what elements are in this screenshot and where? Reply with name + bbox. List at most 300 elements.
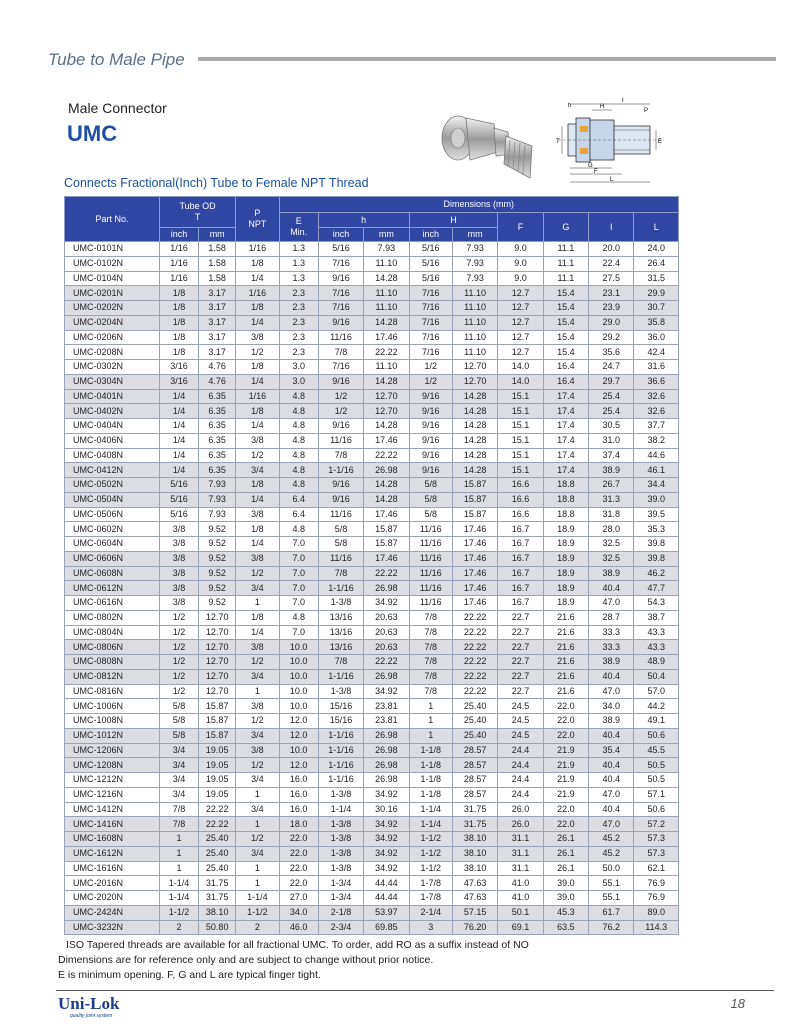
- cell-part-no: UMC-1612N: [65, 846, 160, 861]
- cell-e-min: 16.0: [279, 773, 318, 788]
- cell-part-no: UMC-0802N: [65, 610, 160, 625]
- cell-tube-mm: 9.52: [199, 596, 236, 611]
- cell-e-min: 4.8: [279, 448, 318, 463]
- cell-i: 47.0: [589, 684, 634, 699]
- cell-tube-inch: 1/2: [159, 684, 198, 699]
- cell-tube-mm: 4.76: [199, 360, 236, 375]
- cell-e-min: 7.0: [279, 581, 318, 596]
- cell-p-npt: 1/8: [236, 522, 279, 537]
- cell-part-no: UMC-0408N: [65, 448, 160, 463]
- cell-tube-inch: 3/4: [159, 743, 198, 758]
- cell-h-small-inch: 1-3/8: [318, 596, 363, 611]
- header-g: G: [543, 213, 588, 242]
- cell-h-big-mm: 14.28: [452, 463, 497, 478]
- cell-g: 21.6: [543, 625, 588, 640]
- cell-tube-inch: 3/8: [159, 581, 198, 596]
- cell-l: 57.1: [634, 787, 679, 802]
- cell-p-npt: 1/2: [236, 714, 279, 729]
- cell-p-npt: 3/4: [236, 846, 279, 861]
- cell-tube-mm: 1.58: [199, 271, 236, 286]
- cell-part-no: UMC-0604N: [65, 537, 160, 552]
- diagram-label-t: T: [556, 139, 560, 145]
- cell-i: 61.7: [589, 905, 634, 920]
- cell-l: 50.5: [634, 773, 679, 788]
- cell-h-small-inch: 2-3/4: [318, 920, 363, 935]
- cell-g: 11.1: [543, 256, 588, 271]
- cell-p-npt: 1/4: [236, 419, 279, 434]
- cell-h-small-inch: 1/2: [318, 389, 363, 404]
- cell-h-small-mm: 22.22: [364, 345, 409, 360]
- cell-p-npt: 3/8: [236, 640, 279, 655]
- cell-p-npt: 3/4: [236, 802, 279, 817]
- cell-h-small-mm: 14.28: [364, 315, 409, 330]
- cell-h-small-mm: 20.63: [364, 625, 409, 640]
- cell-h-small-inch: 1-1/16: [318, 463, 363, 478]
- cell-part-no: UMC-0401N: [65, 389, 160, 404]
- cell-l: 36.6: [634, 374, 679, 389]
- table-row: [65, 596, 679, 611]
- cell-p-npt: 1/8: [236, 256, 279, 271]
- cell-part-no: UMC-0502N: [65, 478, 160, 493]
- cell-h-small-mm: 11.10: [364, 256, 409, 271]
- cell-h-small-inch: 1-3/8: [318, 861, 363, 876]
- cell-h-small-mm: 7.93: [364, 242, 409, 257]
- cell-l: 89.0: [634, 905, 679, 920]
- cell-tube-inch: 1-1/4: [159, 891, 198, 906]
- cell-i: 45.2: [589, 832, 634, 847]
- cell-i: 25.4: [589, 389, 634, 404]
- cell-e-min: 7.0: [279, 625, 318, 640]
- cell-h-small-mm: 14.28: [364, 419, 409, 434]
- cell-part-no: UMC-3232N: [65, 920, 160, 935]
- table-row: [65, 419, 679, 434]
- cell-h-big-inch: 7/8: [409, 610, 452, 625]
- cell-p-npt: 3/4: [236, 669, 279, 684]
- cell-h-big-inch: 1: [409, 699, 452, 714]
- note-reference: Dimensions are for reference only and are subject to change without prior notice.: [58, 954, 434, 966]
- cell-p-npt: 1/8: [236, 360, 279, 375]
- cell-g: 17.4: [543, 389, 588, 404]
- cell-h-big-inch: 11/16: [409, 522, 452, 537]
- cell-g: 22.0: [543, 817, 588, 832]
- cell-h-big-inch: 5/16: [409, 242, 452, 257]
- cell-e-min: 10.0: [279, 655, 318, 670]
- cell-l: 36.0: [634, 330, 679, 345]
- cell-h-big-inch: 1-7/8: [409, 876, 452, 891]
- cell-h-big-inch: 1-1/8: [409, 758, 452, 773]
- cell-h-big-mm: 14.28: [452, 404, 497, 419]
- cell-g: 21.6: [543, 655, 588, 670]
- cell-h-small-mm: 11.10: [364, 360, 409, 375]
- cell-tube-mm: 31.75: [199, 876, 236, 891]
- cell-h-big-inch: 5/8: [409, 507, 452, 522]
- cell-p-npt: 3/8: [236, 551, 279, 566]
- header-tube-od: [159, 197, 235, 228]
- cell-g: 11.1: [543, 271, 588, 286]
- cell-l: 57.3: [634, 846, 679, 861]
- cell-f: 24.4: [498, 758, 543, 773]
- cell-f: 24.4: [498, 743, 543, 758]
- cell-l: 54.3: [634, 596, 679, 611]
- cell-tube-inch: 1/8: [159, 301, 198, 316]
- cell-f: 16.7: [498, 596, 543, 611]
- cell-h-small-inch: 1-3/8: [318, 846, 363, 861]
- cell-h-small-inch: 1-1/16: [318, 728, 363, 743]
- cell-tube-mm: 3.17: [199, 330, 236, 345]
- cell-i: 38.9: [589, 714, 634, 729]
- cell-i: 28.7: [589, 610, 634, 625]
- cell-h-small-mm: 14.28: [364, 271, 409, 286]
- cell-g: 17.4: [543, 419, 588, 434]
- cell-tube-mm: 7.93: [199, 478, 236, 493]
- cell-tube-inch: 1/2: [159, 655, 198, 670]
- table-row: [65, 271, 679, 286]
- cell-part-no: UMC-1216N: [65, 787, 160, 802]
- table-row: [65, 345, 679, 360]
- cell-h-big-inch: 11/16: [409, 596, 452, 611]
- product-name: Male Connector: [68, 100, 167, 116]
- cell-h-small-inch: 13/16: [318, 640, 363, 655]
- cell-i: 40.4: [589, 802, 634, 817]
- cell-i: 50.0: [589, 861, 634, 876]
- table-row: [65, 891, 679, 906]
- cell-h-small-inch: 9/16: [318, 419, 363, 434]
- cell-g: 63.5: [543, 920, 588, 935]
- cell-i: 29.2: [589, 330, 634, 345]
- cell-h-small-mm: 26.98: [364, 669, 409, 684]
- cell-e-min: 4.8: [279, 404, 318, 419]
- cell-p-npt: 3/4: [236, 773, 279, 788]
- cell-tube-mm: 12.70: [199, 684, 236, 699]
- cell-l: 114.3: [634, 920, 679, 935]
- cell-f: 12.7: [498, 286, 543, 301]
- table-row: [65, 433, 679, 448]
- cell-f: 24.4: [498, 773, 543, 788]
- header-p-npt: [236, 197, 279, 242]
- cell-e-min: 27.0: [279, 891, 318, 906]
- cell-e-min: 4.8: [279, 610, 318, 625]
- cell-tube-mm: 9.52: [199, 566, 236, 581]
- cell-g: 15.4: [543, 315, 588, 330]
- cell-g: 15.4: [543, 301, 588, 316]
- cell-h-big-mm: 28.57: [452, 743, 497, 758]
- cell-h-big-mm: 14.28: [452, 433, 497, 448]
- table-row: [65, 832, 679, 847]
- cell-g: 15.4: [543, 330, 588, 345]
- cell-tube-inch: 5/16: [159, 492, 198, 507]
- cell-g: 21.9: [543, 758, 588, 773]
- cell-e-min: 7.0: [279, 551, 318, 566]
- diagram-label-i: I: [622, 98, 624, 104]
- cell-h-small-mm: 12.70: [364, 404, 409, 419]
- cell-part-no: UMC-1008N: [65, 714, 160, 729]
- cell-p-npt: 3/8: [236, 743, 279, 758]
- cell-f: 15.1: [498, 463, 543, 478]
- cell-l: 37.7: [634, 419, 679, 434]
- cell-h-big-mm: 14.28: [452, 448, 497, 463]
- cell-part-no: UMC-0412N: [65, 463, 160, 478]
- cell-tube-inch: 3/4: [159, 787, 198, 802]
- cell-tube-inch: 7/8: [159, 817, 198, 832]
- cell-h-big-mm: 22.22: [452, 610, 497, 625]
- cell-l: 50.6: [634, 728, 679, 743]
- header-dimensions: Dimensions (mm): [279, 197, 678, 213]
- cell-i: 35.6: [589, 345, 634, 360]
- cell-g: 18.9: [543, 537, 588, 552]
- cell-p-npt: 1/4: [236, 271, 279, 286]
- cell-tube-mm: 6.35: [199, 404, 236, 419]
- cell-part-no: UMC-0304N: [65, 374, 160, 389]
- cell-tube-inch: 1/4: [159, 463, 198, 478]
- cell-g: 21.6: [543, 684, 588, 699]
- cell-e-min: 22.0: [279, 832, 318, 847]
- cell-f: 16.6: [498, 478, 543, 493]
- cell-p-npt: 1-1/2: [236, 905, 279, 920]
- table-row: [65, 581, 679, 596]
- footer-rule: [56, 990, 774, 991]
- cell-part-no: UMC-0504N: [65, 492, 160, 507]
- cell-p-npt: 1/4: [236, 492, 279, 507]
- cell-e-min: 4.8: [279, 522, 318, 537]
- cell-p-npt: 3/8: [236, 699, 279, 714]
- cell-f: 15.1: [498, 404, 543, 419]
- cell-h-small-inch: 9/16: [318, 315, 363, 330]
- cell-h-small-mm: 44.44: [364, 876, 409, 891]
- cell-l: 32.6: [634, 404, 679, 419]
- cell-l: 46.1: [634, 463, 679, 478]
- table-row: [65, 625, 679, 640]
- cell-f: 16.7: [498, 551, 543, 566]
- cell-h-big-mm: 22.22: [452, 684, 497, 699]
- cell-h-small-inch: 7/8: [318, 448, 363, 463]
- table-body: [65, 242, 679, 935]
- cell-f: 12.7: [498, 345, 543, 360]
- cell-tube-inch: 1/4: [159, 448, 198, 463]
- cell-l: 76.9: [634, 891, 679, 906]
- cell-g: 18.8: [543, 507, 588, 522]
- cell-e-min: 18.0: [279, 817, 318, 832]
- cell-l: 62.1: [634, 861, 679, 876]
- cell-part-no: UMC-0101N: [65, 242, 160, 257]
- cell-g: 21.6: [543, 669, 588, 684]
- cell-i: 33.3: [589, 640, 634, 655]
- cell-p-npt: 1/4: [236, 625, 279, 640]
- cell-tube-mm: 9.52: [199, 551, 236, 566]
- cell-i: 35.4: [589, 743, 634, 758]
- cell-part-no: UMC-0208N: [65, 345, 160, 360]
- cell-tube-mm: 4.76: [199, 374, 236, 389]
- cell-part-no: UMC-1208N: [65, 758, 160, 773]
- cell-l: 44.2: [634, 699, 679, 714]
- cell-e-min: 4.8: [279, 419, 318, 434]
- cell-tube-inch: 2: [159, 920, 198, 935]
- cell-g: 18.8: [543, 492, 588, 507]
- cell-l: 35.3: [634, 522, 679, 537]
- cell-f: 22.7: [498, 669, 543, 684]
- cell-l: 24.0: [634, 242, 679, 257]
- cell-g: 18.9: [543, 596, 588, 611]
- cell-tube-inch: 1: [159, 861, 198, 876]
- cell-i: 38.9: [589, 655, 634, 670]
- cell-h-small-mm: 15.87: [364, 522, 409, 537]
- fitting-photo: [436, 108, 538, 186]
- table-row: [65, 669, 679, 684]
- cell-h-big-inch: 9/16: [409, 404, 452, 419]
- cell-tube-mm: 22.22: [199, 802, 236, 817]
- cell-h-small-mm: 26.98: [364, 581, 409, 596]
- cell-h-small-inch: 11/16: [318, 330, 363, 345]
- cell-tube-mm: 15.87: [199, 714, 236, 729]
- cell-h-big-inch: 3: [409, 920, 452, 935]
- cell-tube-inch: 5/16: [159, 478, 198, 493]
- cell-p-npt: 1: [236, 817, 279, 832]
- cell-g: 21.9: [543, 787, 588, 802]
- cell-h-small-inch: 1-1/4: [318, 802, 363, 817]
- cell-g: 16.4: [543, 360, 588, 375]
- cell-i: 31.0: [589, 433, 634, 448]
- cell-tube-mm: 15.87: [199, 728, 236, 743]
- cell-p-npt: 1: [236, 876, 279, 891]
- cell-e-min: 10.0: [279, 669, 318, 684]
- cell-part-no: UMC-1416N: [65, 817, 160, 832]
- cell-h-big-inch: 11/16: [409, 581, 452, 596]
- cell-h-big-inch: 1: [409, 728, 452, 743]
- header-e-min: Min.: [290, 227, 308, 237]
- cell-h-small-mm: 14.28: [364, 478, 409, 493]
- cell-e-min: 1.3: [279, 242, 318, 257]
- cell-h-big-inch: 9/16: [409, 389, 452, 404]
- header-tube-mm: mm: [199, 228, 236, 242]
- cell-h-big-mm: 28.57: [452, 787, 497, 802]
- cell-l: 29.9: [634, 286, 679, 301]
- cell-l: 50.4: [634, 669, 679, 684]
- cell-p-npt: 1/4: [236, 374, 279, 389]
- cell-tube-inch: 7/8: [159, 802, 198, 817]
- cell-tube-mm: 9.52: [199, 537, 236, 552]
- cell-tube-inch: 1/8: [159, 330, 198, 345]
- cell-tube-mm: 31.75: [199, 891, 236, 906]
- cell-h-big-inch: 7/8: [409, 684, 452, 699]
- cell-f: 15.1: [498, 389, 543, 404]
- cell-h-big-inch: 7/16: [409, 330, 452, 345]
- cell-part-no: UMC-0612N: [65, 581, 160, 596]
- page-number: 18: [730, 996, 745, 1011]
- cell-tube-mm: 38.10: [199, 905, 236, 920]
- header-p: P: [254, 208, 261, 218]
- cell-h-small-inch: 13/16: [318, 610, 363, 625]
- cell-h-big-inch: 1-1/2: [409, 846, 452, 861]
- table-row: [65, 728, 679, 743]
- cell-h-big-mm: 14.28: [452, 419, 497, 434]
- cell-h-big-inch: 7/8: [409, 669, 452, 684]
- cell-g: 21.6: [543, 610, 588, 625]
- cell-i: 27.5: [589, 271, 634, 286]
- table-row: [65, 301, 679, 316]
- cell-tube-inch: 1/2: [159, 625, 198, 640]
- cell-e-min: 1.3: [279, 256, 318, 271]
- cell-l: 34.4: [634, 478, 679, 493]
- cell-p-npt: 1/16: [236, 286, 279, 301]
- cell-g: 22.0: [543, 802, 588, 817]
- cell-l: 57.3: [634, 832, 679, 847]
- cell-g: 18.9: [543, 566, 588, 581]
- diagram-label-g: G: [588, 163, 593, 169]
- cell-part-no: UMC-2016N: [65, 876, 160, 891]
- cell-g: 18.9: [543, 551, 588, 566]
- cell-h-big-inch: 7/16: [409, 286, 452, 301]
- cell-tube-inch: 5/8: [159, 714, 198, 729]
- cell-f: 16.7: [498, 581, 543, 596]
- cell-h-big-mm: 38.10: [452, 861, 497, 876]
- title-rule: [198, 57, 776, 61]
- cell-tube-inch: 1/16: [159, 256, 198, 271]
- cell-part-no: UMC-0506N: [65, 507, 160, 522]
- cell-g: 21.9: [543, 773, 588, 788]
- cell-tube-inch: 3/4: [159, 758, 198, 773]
- cell-f: 15.1: [498, 448, 543, 463]
- cell-h-small-inch: 9/16: [318, 492, 363, 507]
- cell-i: 26.7: [589, 478, 634, 493]
- cell-h-small-mm: 69.85: [364, 920, 409, 935]
- cell-p-npt: 1/8: [236, 478, 279, 493]
- cell-h-small-mm: 17.46: [364, 433, 409, 448]
- cell-h-big-inch: 9/16: [409, 448, 452, 463]
- cell-e-min: 1.3: [279, 271, 318, 286]
- cell-tube-mm: 1.58: [199, 242, 236, 257]
- header-h-small: h: [318, 213, 409, 228]
- cell-p-npt: 1/2: [236, 655, 279, 670]
- cell-e-min: 2.3: [279, 286, 318, 301]
- cell-h-small-mm: 34.92: [364, 684, 409, 699]
- cell-tube-mm: 3.17: [199, 315, 236, 330]
- cell-g: 18.9: [543, 581, 588, 596]
- cell-tube-inch: 1: [159, 846, 198, 861]
- cell-l: 38.2: [634, 433, 679, 448]
- diagram-label-h: h: [568, 103, 572, 109]
- table-row: [65, 404, 679, 419]
- cell-h-big-inch: 7/8: [409, 640, 452, 655]
- cell-f: 14.0: [498, 374, 543, 389]
- cell-tube-inch: 3/8: [159, 537, 198, 552]
- cell-l: 43.3: [634, 640, 679, 655]
- cell-g: 15.4: [543, 286, 588, 301]
- cell-h-big-mm: 11.10: [452, 330, 497, 345]
- table-row: [65, 315, 679, 330]
- cell-part-no: UMC-0804N: [65, 625, 160, 640]
- cell-l: 44.6: [634, 448, 679, 463]
- table-row: [65, 817, 679, 832]
- cell-h-small-inch: 9/16: [318, 271, 363, 286]
- cell-h-big-mm: 25.40: [452, 728, 497, 743]
- cell-tube-inch: 3/8: [159, 551, 198, 566]
- subtitle: Connects Fractional(Inch) Tube to Female NPT Thread: [64, 176, 369, 190]
- cell-l: 31.5: [634, 271, 679, 286]
- cell-h-big-inch: 1-1/4: [409, 817, 452, 832]
- cell-h-small-mm: 15.87: [364, 537, 409, 552]
- cell-p-npt: 3/8: [236, 507, 279, 522]
- cell-h-small-inch: 11/16: [318, 433, 363, 448]
- cell-h-big-inch: 7/16: [409, 301, 452, 316]
- header-tube-inch: inch: [159, 228, 198, 242]
- cell-tube-mm: 12.70: [199, 610, 236, 625]
- cell-part-no: UMC-0102N: [65, 256, 160, 271]
- cell-l: 32.6: [634, 389, 679, 404]
- cell-h-small-inch: 1-1/16: [318, 743, 363, 758]
- cell-i: 20.0: [589, 242, 634, 257]
- table-row: [65, 448, 679, 463]
- cell-h-small-inch: 1-3/8: [318, 787, 363, 802]
- dimension-diagram: [552, 96, 670, 190]
